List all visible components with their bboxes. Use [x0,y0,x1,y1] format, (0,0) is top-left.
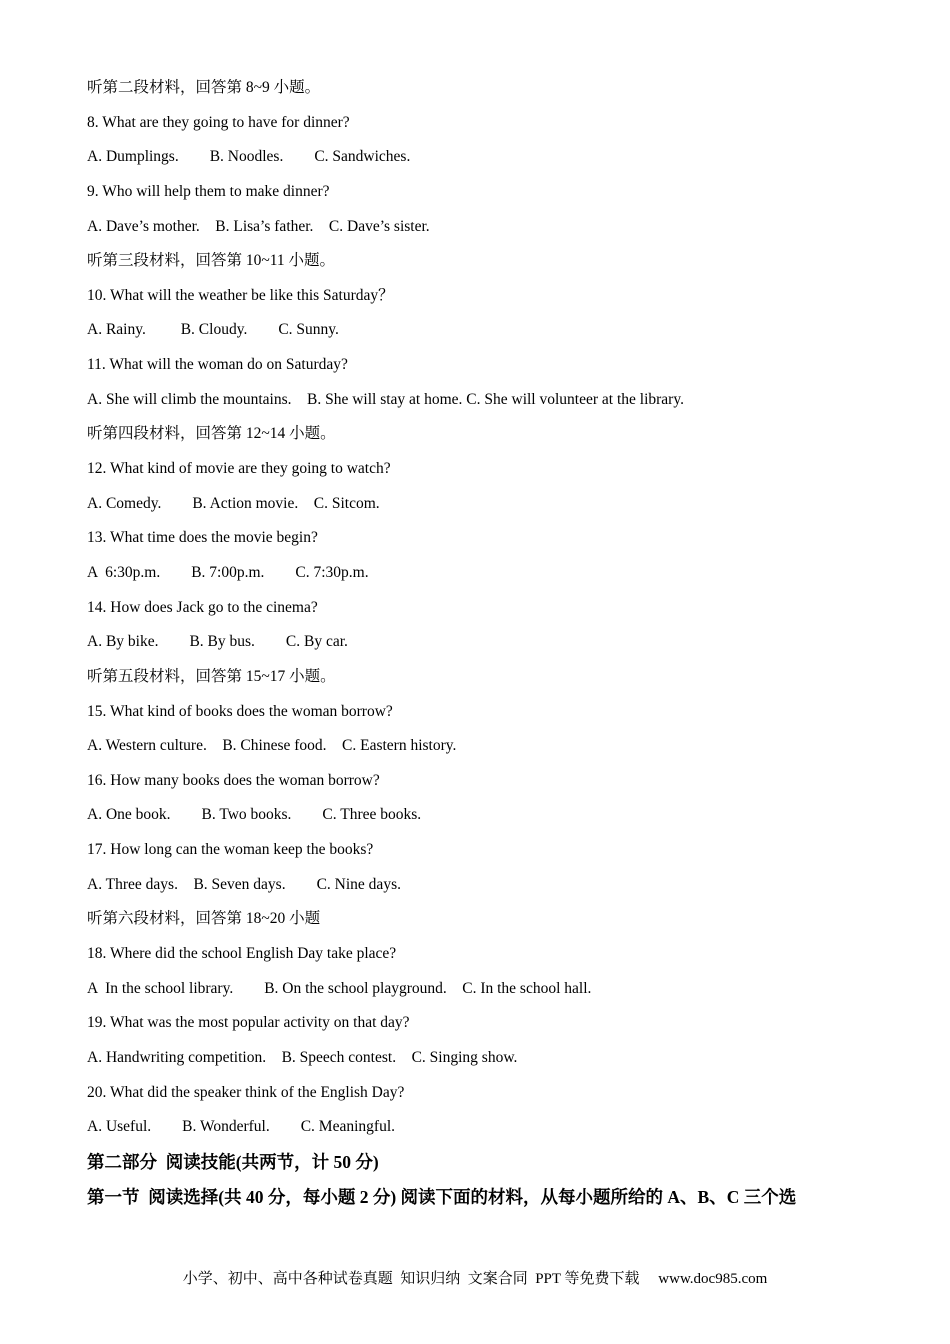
text-line: 18. Where did the school English Day take place? [87,945,397,963]
text-line: 12. What kind of movie are they going to watch? [87,460,391,478]
text-line: 16. How many books does the woman borrow? [87,771,380,789]
text-line: 11. What will the woman do on Saturday? [87,356,348,374]
text-line: A. One book. B. Two books. C. Three books. [87,806,422,824]
text-line: A In the school library. B. On the school playground. C. In the school hall. [87,979,592,997]
text-line: A. She will climb the mountains. B. She will stay at home. C. She will volunteer at the library. [87,390,684,408]
text-line: A. Handwriting competition. B. Speech contest. C. Singing show. [87,1048,518,1066]
text-line: A. By bike. B. By bus. C. By car. [87,633,348,651]
text-line: 17. How long can the woman keep the books? [87,841,374,859]
text-line: A. Dumplings. B. Noodles. C. Sandwiches. [87,148,411,166]
text-line: 9. Who will help them to make dinner? [87,182,330,200]
text-line: 听第四段材料，回答第 12~14 小题。 [87,425,336,443]
text-line: 听第二段材料，回答第 8~9 小题。 [87,79,321,96]
text-line: 19. What was the most popular activity on that day? [87,1014,410,1032]
text-line: 8. What are they going to have for dinner? [87,113,350,131]
document-body [87,71,877,1214]
text-line: 20. What did the speaker think of the English Day? [87,1083,405,1101]
text-line: 15. What kind of books does the woman borrow? [87,702,393,720]
text-line: 听第三段材料，回答第 10~11 小题。 [87,252,336,270]
page-footer: 小学、初中、高中各种试卷真题 知识归纳 文案合同 PPT 等免费下载 www.doc985.com [182,1271,768,1287]
text-line: A. Comedy. B. Action movie. C. Sitcom. [87,494,380,512]
text-line: 听第六段材料，回答第 18~20 小题 [87,910,321,928]
text-line: 听第五段材料，回答第 15~17 小题。 [87,667,336,685]
text-line: 13. What time does the movie begin? [87,529,318,547]
text-line: A. Three days. B. Seven days. C. Nine days. [87,875,401,893]
text-line: 10. What will the weather be like this Saturday？ [87,286,394,304]
text-line: A. Rainy. B. Cloudy. C. Sunny. [87,321,339,339]
section-heading: 第一节 阅读选择(共 40 分，每小题 2 分) 阅读下面的材料，从每小题所给的 A、B、C 三个选 [87,1186,797,1207]
text-line: A 6:30p.m. B. 7:00p.m. C. 7:30p.m. [87,563,369,581]
text-line: A. Useful. B. Wonderful. C. Meaningful. [87,1118,396,1136]
text-line: A. Western culture. B. Chinese food. C. Eastern history. [87,737,457,755]
text-line: 14. How does Jack go to the cinema? [87,598,318,616]
section-heading: 第二部分 阅读技能(共两节，计 50 分) [87,1151,379,1172]
text-line: A. Dave’s mother. B. Lisa’s father. C. Dave’s sister. [87,217,430,235]
